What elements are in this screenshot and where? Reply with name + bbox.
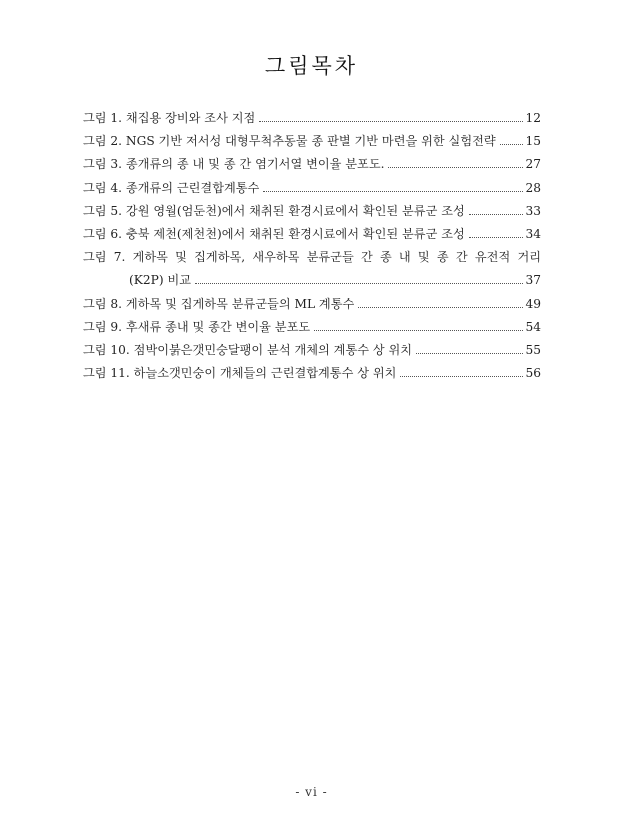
toc-page-number: 27: [525, 157, 541, 172]
figure-toc-list: [83, 109, 541, 387]
toc-dot-leader: [314, 330, 523, 331]
toc-entry-text: 그림 9. 후새류 종내 및 종간 변이율 분포도: [83, 319, 311, 334]
toc-entry[interactable]: [83, 318, 541, 341]
toc-entry-text: 그림 6. 충북 제천(제천천)에서 채취된 환경시료에서 확인된 분류군 조성: [83, 226, 465, 241]
toc-page-number: 37: [525, 273, 541, 288]
toc-dot-leader: [358, 307, 523, 308]
toc-entry[interactable]: [83, 155, 541, 178]
toc-dot-leader: [500, 144, 524, 145]
toc-dot-leader: [469, 237, 524, 238]
toc-entry-text: 그림 11. 하늘소갯민숭이 개체들의 근린결합계통수 상 위치: [83, 366, 397, 381]
toc-entry-text: 그림 8. 게하목 및 집게하목 분류군들의 ML 계통수: [83, 296, 355, 311]
toc-entry[interactable]: [83, 295, 541, 318]
toc-entry-continuation-text: (K2P) 비교: [129, 273, 191, 288]
page-footer-number: - vi -: [295, 785, 328, 799]
toc-dot-leader: [259, 121, 523, 122]
toc-page-number: 54: [525, 319, 541, 334]
toc-entry[interactable]: [83, 202, 541, 225]
toc-entry[interactable]: [83, 248, 541, 271]
toc-entry-text: 그림 5. 강원 영월(엄둔천)에서 채취된 환경시료에서 확인된 분류군 조성: [83, 203, 465, 218]
toc-page-number: 15: [525, 134, 541, 149]
toc-page-number: 49: [525, 296, 541, 311]
toc-page-number: 55: [525, 342, 541, 357]
toc-entry[interactable]: [83, 132, 541, 155]
toc-entry-text: 그림 7. 게하목 및 집게하목, 새우하목 분류군들 간 종 내 및 종 간 유전적 거리: [83, 250, 541, 265]
toc-entry-text: 그림 3. 종개류의 종 내 및 종 간 염기서열 변이율 분포도.: [83, 157, 385, 172]
toc-page-number: 33: [525, 203, 541, 218]
toc-entry[interactable]: [83, 109, 541, 132]
toc-entry-text: 그림 10. 점박이붉은갯민숭달팽이 분석 개체의 계통수 상 위치: [83, 342, 413, 357]
toc-dot-leader: [469, 214, 524, 215]
toc-dot-leader: [195, 283, 523, 284]
toc-entry[interactable]: [83, 225, 541, 248]
toc-entry[interactable]: [83, 179, 541, 202]
toc-dot-leader: [416, 353, 523, 354]
toc-page-number: 34: [525, 226, 541, 241]
toc-page-number: 12: [525, 111, 541, 125]
toc-entry-text: 그림 4. 종개류의 근린결합계통수: [83, 180, 260, 195]
toc-dot-leader: [400, 376, 523, 377]
toc-dot-leader: [263, 191, 523, 192]
toc-page-number: 56: [525, 366, 541, 381]
toc-entry[interactable]: [83, 364, 541, 387]
page-title: 그림목차: [264, 54, 359, 78]
toc-page-number: 28: [525, 180, 541, 195]
toc-entry[interactable]: [83, 341, 541, 364]
toc-entry-text: 그림 1. 채집용 장비와 조사 지점: [83, 111, 256, 125]
toc-entry-text: 그림 2. NGS 기반 저서성 대형무척추동물 종 판별 기반 마련을 위한 실험전략: [83, 134, 496, 149]
toc-entry-continuation[interactable]: [83, 271, 541, 294]
toc-dot-leader: [388, 167, 523, 168]
